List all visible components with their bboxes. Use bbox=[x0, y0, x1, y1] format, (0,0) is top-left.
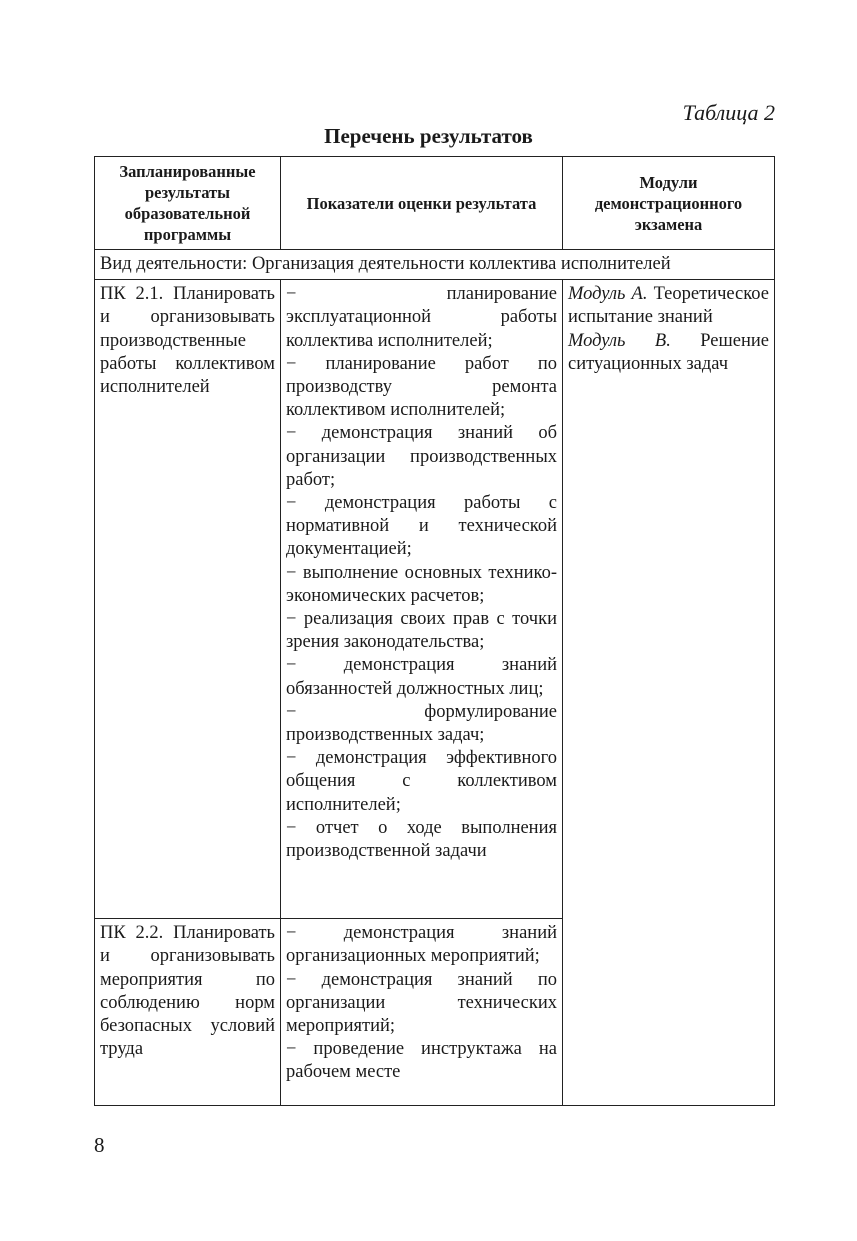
indicator-item: − реализация своих прав с точки зрения законодательства; bbox=[286, 609, 557, 653]
indicator-item: − планирование работ по производству ремонта коллективом исполнителей; bbox=[286, 353, 557, 421]
indicator-item: − выполнение основных технико-экономических расчетов; bbox=[286, 562, 557, 606]
module-b-name: Модуль В. bbox=[568, 330, 671, 351]
indicator-item: − планирование эксплуатационной работы коллектива исполнителей; bbox=[286, 284, 557, 351]
table-label: Таблица 2 bbox=[682, 100, 775, 125]
indicator-item: − демонстрация знаний об организации производственных работ; bbox=[286, 423, 557, 490]
module-a-name: Модуль А. bbox=[568, 284, 648, 305]
module-b bbox=[568, 330, 769, 376]
indicators-pk-2-1 bbox=[281, 280, 563, 919]
indicator-item: − формулирование производственных задач; bbox=[286, 701, 557, 746]
table-row bbox=[95, 280, 775, 919]
indicator-item: − демонстрация знаний организационных мероприятий; bbox=[286, 923, 557, 967]
indicator-item: − отчет о ходе выполнения производственной задачи bbox=[286, 817, 557, 862]
indicator-item: − проведение инструктажа на рабочем месте bbox=[286, 1039, 557, 1083]
header-exam-modules: Модули демонстрационного экзамена bbox=[563, 157, 775, 250]
indicator-item: − демонстрация знаний по организации технических мероприятий; bbox=[286, 969, 557, 1037]
results-table bbox=[94, 156, 775, 1106]
activity-row bbox=[95, 250, 775, 280]
exam-modules bbox=[563, 280, 775, 1106]
competency-pk-2-2: ПК 2.2. Планировать и организовывать мероприятия по соблюдению норм безопасных условий труда bbox=[95, 919, 281, 1106]
header-indicators: Показатели оценки результата bbox=[281, 157, 563, 250]
indicator-item: − демонстрация эффективного общения с коллективом исполнителей; bbox=[286, 748, 557, 815]
indicator-item: − демонстрация знаний обязанностей должностных лиц; bbox=[286, 655, 557, 699]
indicators-pk-2-2 bbox=[281, 919, 563, 1106]
module-a-text: Теоретическое испытание знаний bbox=[568, 284, 769, 328]
header-planned-results: Запланированные результаты образовательной программы bbox=[95, 157, 281, 250]
table-header-row bbox=[95, 157, 775, 250]
page-number: 8 bbox=[94, 1133, 105, 1157]
table-title: Перечень результатов bbox=[324, 124, 533, 148]
module-a bbox=[568, 283, 769, 329]
module-b-text: Решение ситуационных задач bbox=[568, 330, 769, 374]
competency-pk-2-1: ПК 2.1. Планировать и организовывать производственные работы коллективом исполнителей bbox=[95, 280, 281, 919]
activity-type: Вид деятельности: Организация деятельности коллектива исполнителей bbox=[95, 250, 775, 280]
indicator-item: − демонстрация работы с нормативной и технической документацией; bbox=[286, 493, 557, 560]
